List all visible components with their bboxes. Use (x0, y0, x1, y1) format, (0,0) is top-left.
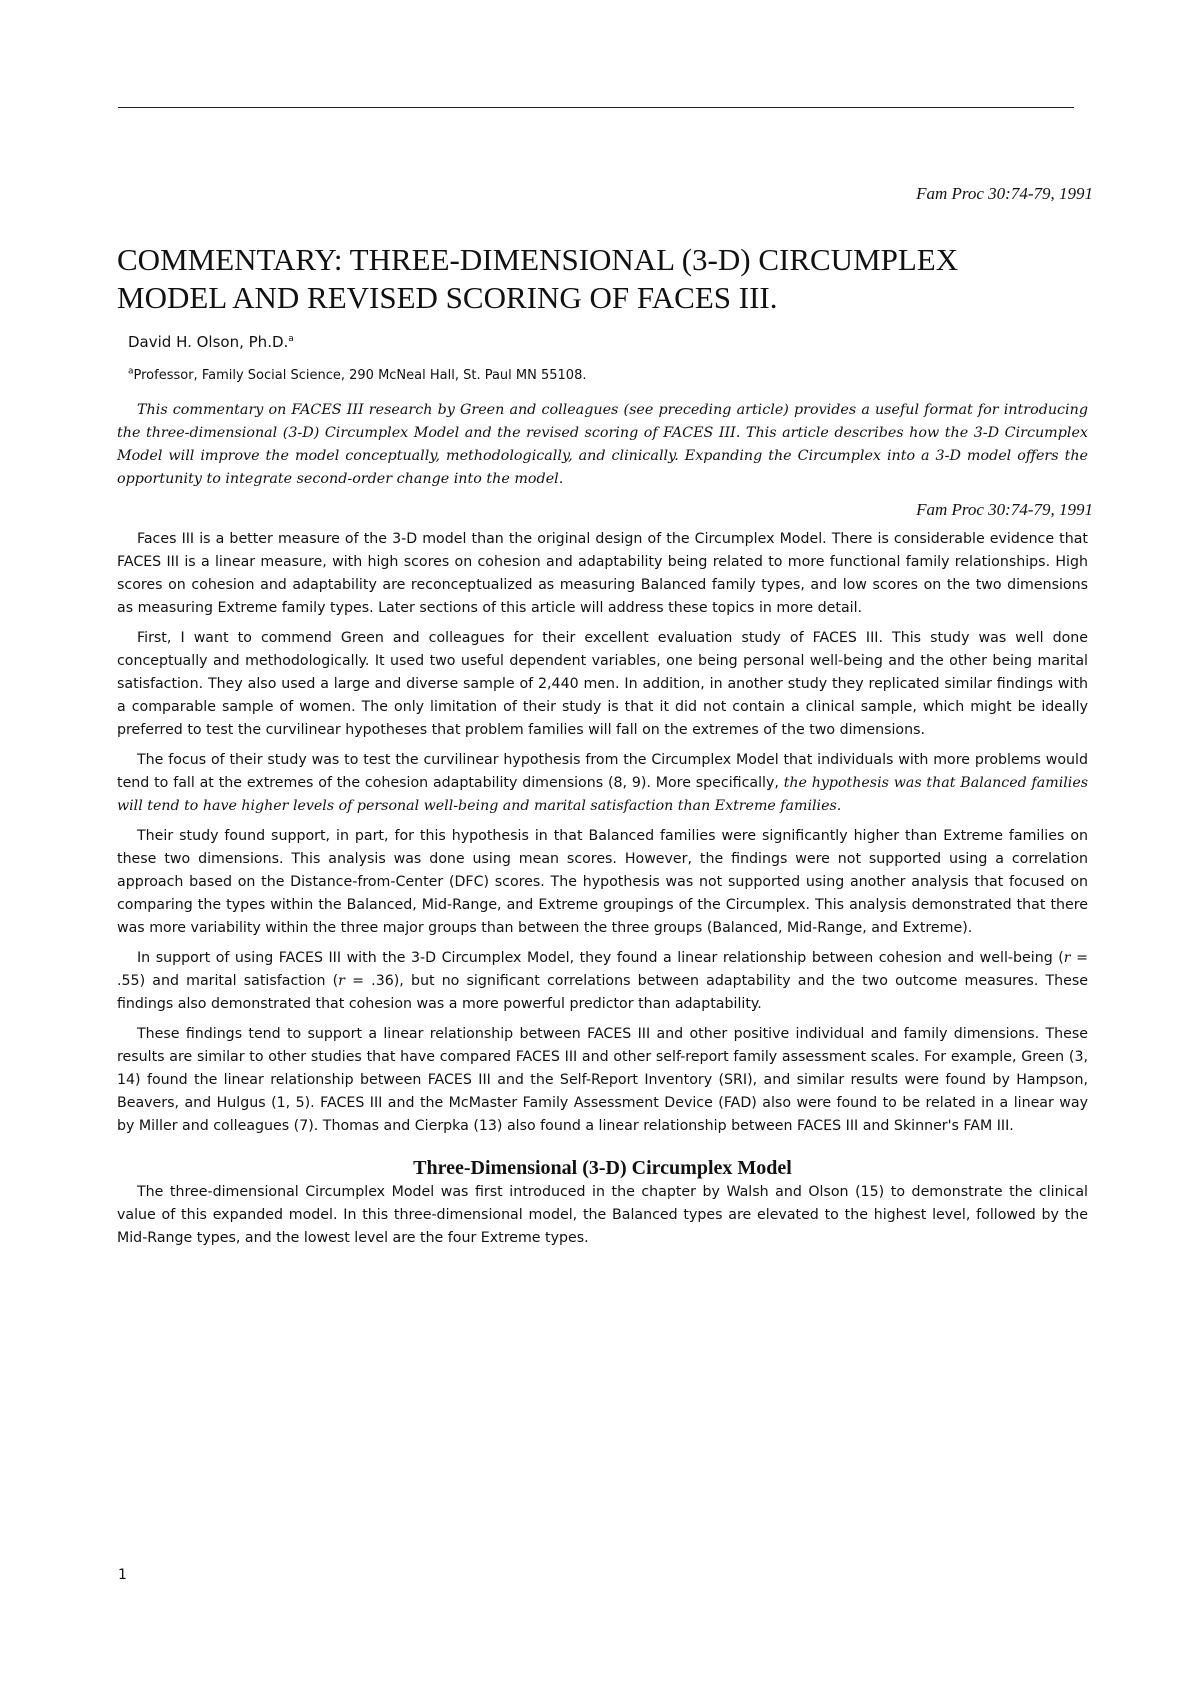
paragraph-5-text-b: = .55) and marital satisfaction ( (117, 950, 1088, 989)
header-rule (118, 107, 1074, 108)
correlation-symbol-2: r (338, 973, 345, 989)
section-heading: Three-Dimensional (3-D) Circumplex Model (413, 1157, 792, 1179)
abstract: This commentary on FACES III research by Green and colleagues (see preceding article) provides a useful format for introducing the three-dimensional (3-D) Circumplex Model and the revised scoring of FACES III. This article describes how the 3-D Circumplex Model will improve the model conceptually, methodologically, and clinically. Expanding the Circumplex into a 3-D model offers the opportunity to integrate second-order change into the model. (117, 402, 1088, 487)
correlation-symbol: r (1063, 950, 1071, 966)
article-title (117, 241, 1097, 317)
paragraph-5 (117, 947, 1088, 1016)
title-line-1: COMMENTARY: THREE-DIMENSIONAL (3-D) CIRCUMPLEX (117, 242, 959, 277)
paragraph-1: Faces III is a better measure of the 3-D model than the original design of the Circumplex Model. There is considerable evidence that FACES III is a linear measure, with high scores on cohesion and adaptability being related to more functional family relationships. High scores on cohesion and adaptability are reconceptualized as measuring Balanced family types, and low scores on the two dimensions as measuring Extreme family types. Later sections of this article will address these topics in more detail. (117, 531, 1088, 616)
affiliation-text: Professor, Family Social Science, 290 McNeal Hall, St. Paul MN 55108. (133, 368, 587, 383)
affiliation-footnote-mark: a (128, 366, 134, 377)
title-line-2: MODEL AND REVISED SCORING OF FACES III. (117, 280, 778, 315)
paragraph-5-text-a: In support of using FACES III with the 3-D Circumplex Model, they found a linear relationship between cohesion and well-being ( (137, 950, 1064, 966)
page-number: 1 (118, 1567, 127, 1583)
paragraph-4: Their study found support, in part, for this hypothesis in that Balanced families were significantly higher than Extreme families on these two dimensions. This analysis was done using mean scores. However, the findings were not supported using a correlation approach based on the Distance-from-Center (DFC) scores. The hypothesis was not supported using another analysis that focused on comparing the types within the Balanced, Mid-Range, and Extreme groupings of the Circumplex. This analysis demonstrated that there was more variability within the three major groups than between the three groups (Balanced, Mid-Range, and Extreme). (117, 828, 1088, 936)
journal-citation-abstract: Fam Proc 30:74-79, 1991 (916, 500, 1093, 519)
author-footnote-mark: a (288, 334, 294, 344)
paragraph-6: These findings tend to support a linear relationship between FACES III and other positive individual and family dimensions. These results are similar to other studies that have compared FACES III and other self-report family assessment scales. For example, Green (3, 14) found the linear relationship between FACES III and the Self-Report Inventory (SRI), and similar results were found by Hampson, Beavers, and Hulgus (1, 5). FACES III and the McMaster Family Assessment Device (FAD) also were found to be related in a linear way by Miller and colleagues (7). Thomas and Cierpka (13) also found a linear relationship between FACES III and Skinner's FAM III. (117, 1026, 1088, 1134)
paragraph-2: First, I want to commend Green and colleagues for their excellent evaluation study of FACES III. This study was well done conceptually and methodologically. It used two useful dependent variables, one being personal well-being and the other being marital satisfaction. They also used a large and diverse sample of 2,440 men. In addition, in another study they replicated similar findings with a comparable sample of women. The only limitation of their study is that it did not contain a clinical sample, which might be ideally preferred to test the curvilinear hypotheses that problem families will fall on the extremes of the two dimensions. (117, 630, 1088, 738)
author-line (128, 333, 294, 351)
paragraph-3-text: The focus of their study was to test the curvilinear hypothesis from the Circumplex Model that individuals with more problems would tend to fall at the extremes of the cohesion adaptability dimensions (8, 9). More specifically, (117, 752, 1088, 791)
paragraph-7: The three-dimensional Circumplex Model was first introduced in the chapter by Walsh and Olson (15) to demonstrate the clinical value of this expanded model. In this three-dimensional model, the Balanced types are elevated to the highest level, followed by the Mid-Range types, and the lowest level are the four Extreme types. (117, 1184, 1088, 1246)
journal-citation-top: Fam Proc 30:74-79, 1991 (916, 184, 1093, 203)
author-affiliation (128, 368, 586, 383)
author-name: David H. Olson, Ph.D. (128, 333, 289, 351)
article-body (117, 528, 1088, 1257)
paragraph-3 (117, 749, 1088, 818)
paragraph-5-text-c: = .36), but no significant correlations between adaptability and the two outcome measures. These findings also demonstrated that cohesion was a more powerful predictor than adaptability. (117, 973, 1089, 1012)
hypothesis-emphasis: the hypothesis was that Balanced families will tend to have higher levels of personal well-being and marital satisfaction than Extreme families. (117, 775, 1088, 814)
